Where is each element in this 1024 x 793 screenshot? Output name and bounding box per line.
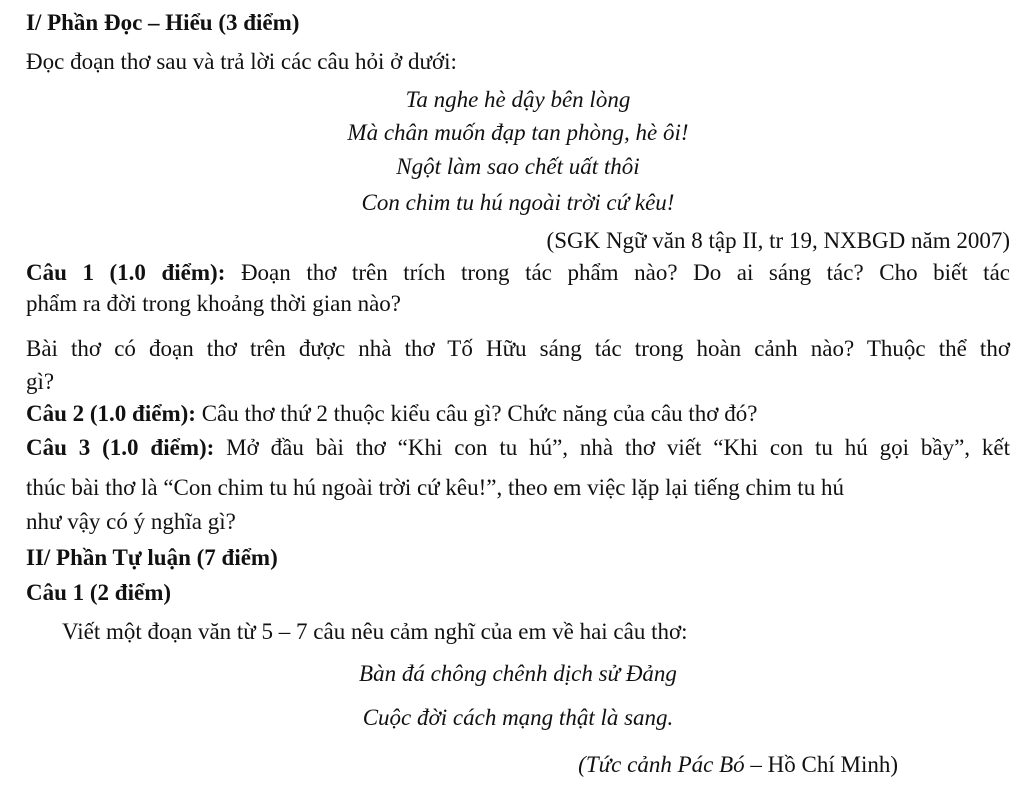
question-3 — [26, 433, 1010, 463]
question-2-label: Câu 2 (1.0 điểm): — [26, 401, 196, 426]
question-1-sub-line2: gì? — [26, 369, 55, 394]
question-2-text: Câu thơ thứ 2 thuộc kiểu câu gì? Chức năng của câu thơ đó? — [195, 401, 758, 426]
question-1-text-line1: Đoạn thơ trên trích trong tác phẩm nào? Do ai sáng tác? Cho biết tác — [225, 260, 1010, 285]
question-3-text-line3: như vậy có ý nghĩa gì? — [26, 509, 236, 534]
essay-poem-source-author: – Hồ Chí Minh) — [744, 752, 898, 777]
section2-heading: II/ Phần Tự luận (7 điểm) — [26, 545, 278, 570]
question-3-label: Câu 3 (1.0 điểm): — [26, 435, 215, 460]
question-3-text-line1: Mở đầu bài thơ “Khi con tu hú”, nhà thơ viết “Khi con tu hú gọi bầy”, kết — [214, 435, 1011, 460]
section1-heading: I/ Phần Đọc – Hiểu (3 điểm) — [26, 10, 300, 35]
essay-question-1-label: Câu 1 (2 điểm) — [26, 580, 172, 605]
question-2 — [26, 399, 1010, 429]
question-1-text-line2: phẩm ra đời trong khoảng thời gian nào? — [26, 291, 401, 316]
poem-line-2: Mà chân muốn đạp tan phòng, hè ôi! — [347, 120, 689, 145]
question-1-label: Câu 1 (1.0 điểm): — [26, 260, 226, 285]
poem-line-3: Ngột làm sao chết uất thôi — [396, 154, 640, 179]
poem-source: (SGK Ngữ văn 8 tập II, tr 19, NXBGD năm 2007) — [546, 228, 1010, 253]
essay-poem-source-title: (Tức cảnh Pác Bó — [578, 752, 745, 777]
poem-line-1: Ta nghe hè dậy bên lòng — [405, 87, 631, 112]
question-3-text-line2: thúc bài thơ là “Con chim tu hú ngoài trời cứ kêu!”, theo em việc lặp lại tiếng chim tu hú — [26, 475, 844, 500]
poem-line-4: Con chim tu hú ngoài trời cứ kêu! — [361, 190, 675, 215]
question-1 — [26, 258, 1010, 288]
essay-poem-line-1: Bàn đá chông chênh dịch sử Đảng — [359, 661, 677, 686]
essay-question-1-text: Viết một đoạn văn từ 5 – 7 câu nêu cảm nghĩ của em về hai câu thơ: — [62, 619, 688, 644]
essay-poem-line-2: Cuộc đời cách mạng thật là sang. — [362, 705, 674, 730]
essay-poem-source — [0, 750, 898, 780]
question-1-sub-line1: Bài thơ có đoạn thơ trên được nhà thơ Tố Hữu sáng tác trong hoàn cảnh nào? Thuộc thể thơ — [26, 336, 1010, 361]
section1-instruction: Đọc đoạn thơ sau và trả lời các câu hỏi ở dưới: — [26, 49, 457, 74]
